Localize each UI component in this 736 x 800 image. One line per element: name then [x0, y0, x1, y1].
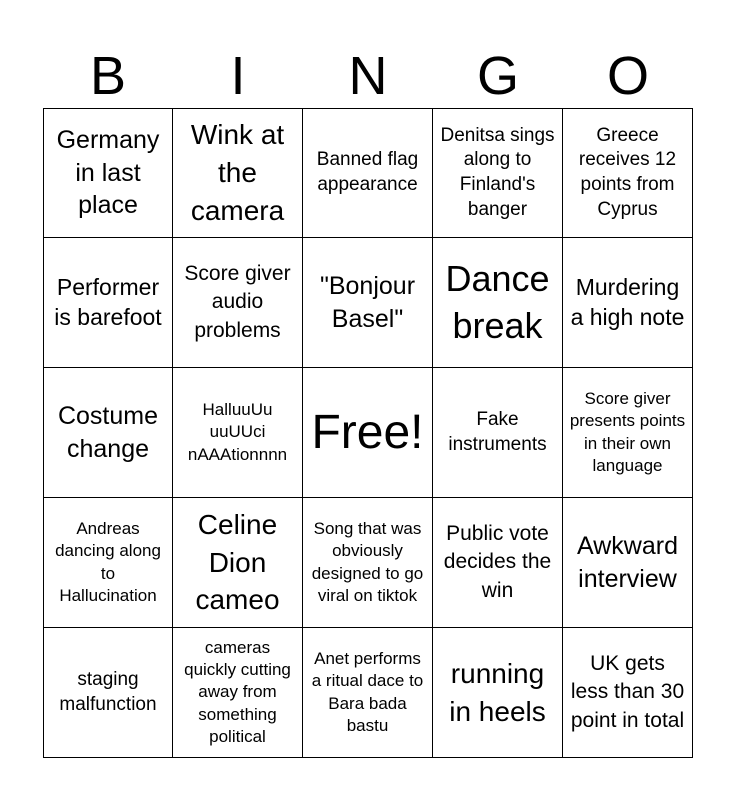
cell-text: Score giver presents points in their own language — [569, 389, 686, 475]
cell-text: Costume change — [57, 402, 159, 463]
bingo-cell[interactable] — [173, 238, 303, 368]
free-cell[interactable] — [303, 368, 433, 498]
bingo-cell[interactable] — [433, 498, 563, 628]
header-letter-b: B — [89, 46, 127, 106]
cell-text: Song that was obviously designed to go viral on tiktok — [311, 519, 424, 605]
bingo-cell[interactable] — [173, 498, 303, 628]
bingo-cell[interactable] — [43, 498, 173, 628]
bingo-cell[interactable] — [173, 368, 303, 498]
bingo-cell[interactable] — [303, 238, 433, 368]
bingo-cell[interactable] — [43, 108, 173, 238]
cell-text: Dance break — [445, 257, 550, 346]
bingo-cell[interactable] — [43, 368, 173, 498]
cell-text: Banned flag appearance — [316, 149, 419, 195]
bingo-header — [43, 44, 693, 108]
cell-text: Greece receives 12 points from Cyprus — [578, 124, 677, 220]
cell-text: cameras quickly cutting away from something political — [184, 638, 291, 746]
header-letter-o: O — [606, 46, 649, 106]
cell-text: Public vote decides the win — [443, 521, 552, 602]
cell-text: staging malfunction — [59, 668, 157, 715]
bingo-cell[interactable] — [303, 498, 433, 628]
cell-text: Fake instruments — [448, 408, 547, 455]
bingo-cell[interactable] — [563, 238, 693, 368]
header-letter-g: G — [476, 46, 519, 106]
cell-text: Murdering a high note — [570, 273, 685, 330]
bingo-cell[interactable] — [563, 108, 693, 238]
bingo-cell[interactable] — [563, 498, 693, 628]
bingo-cell[interactable] — [563, 628, 693, 758]
free-text: Free! — [311, 405, 424, 459]
cell-text: Score giver audio problems — [184, 261, 291, 342]
bingo-cell[interactable] — [43, 238, 173, 368]
header-letter-n: N — [348, 46, 388, 106]
bingo-cell[interactable] — [563, 368, 693, 498]
cell-text: Celine Dion cameo — [195, 508, 280, 616]
header-letter-i: I — [230, 46, 246, 106]
bingo-cell[interactable] — [303, 628, 433, 758]
bingo-cell[interactable] — [433, 368, 563, 498]
cell-text: UK gets less than 30 point in total — [570, 651, 685, 732]
cell-text: HalluuUu uuUUci nAAAtionnnn — [187, 400, 288, 464]
bingo-cell[interactable] — [43, 628, 173, 758]
cell-text: Anet performs a ritual dace to Bara bada bastu — [311, 649, 424, 735]
bingo-board — [43, 108, 693, 758]
cell-text: running in heels — [449, 657, 546, 727]
cell-text: Andreas dancing along to Hallucination — [55, 519, 161, 605]
bingo-cell[interactable] — [433, 628, 563, 758]
cell-text: Wink at the camera — [190, 119, 285, 226]
cell-text: Denitsa sings along to Finland's banger — [440, 124, 555, 220]
cell-text: Germany in last place — [56, 126, 160, 220]
bingo-cell[interactable] — [433, 108, 563, 238]
cell-text: Performer is barefoot — [54, 273, 162, 330]
cell-text: Awkward interview — [577, 532, 678, 593]
bingo-cell[interactable] — [173, 108, 303, 238]
cell-text: "Bonjour Basel" — [319, 272, 416, 333]
bingo-cell[interactable] — [433, 238, 563, 368]
bingo-cell[interactable] — [303, 108, 433, 238]
bingo-cell[interactable] — [173, 628, 303, 758]
